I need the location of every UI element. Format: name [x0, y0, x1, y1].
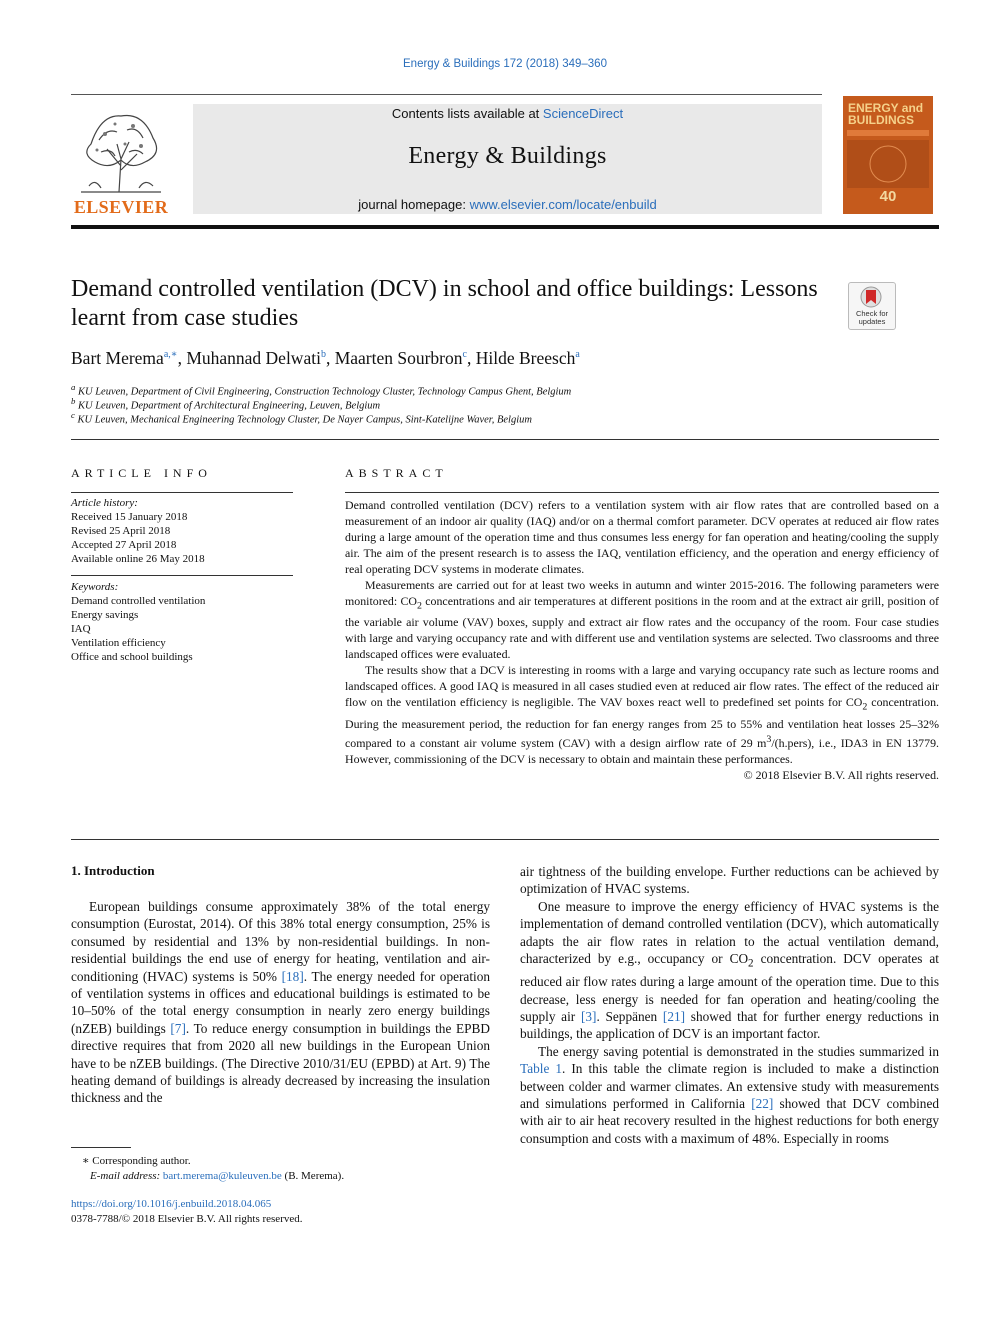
homepage-line — [193, 197, 822, 212]
body-paragraph: air tightness of the building envelope. Further reductions can be achieved by optimization of HVAC systems. — [520, 864, 939, 897]
contents-prefix: Contents lists available at — [391, 106, 543, 121]
table-link[interactable]: Table 1 — [520, 1061, 563, 1077]
reference-link[interactable]: [7] — [170, 1020, 186, 1036]
divider — [71, 575, 293, 576]
abstract-heading: ABSTRACT — [345, 466, 448, 480]
sciencedirect-link[interactable]: ScienceDirect — [542, 106, 624, 121]
history-label: Article history: — [71, 497, 138, 509]
abstract-paragraph — [345, 662, 939, 766]
abstract-body — [345, 497, 939, 783]
keyword: Office and school buildings — [71, 651, 193, 663]
text-run: showed that for further energy reductions in buildings, the application of DCV is an important factor. — [520, 1008, 940, 1042]
abstract-paragraph: Demand controlled ventilation (DCV) refers to a ventilation system with air flow rates that are controlled based on a measurement of an indoor air quality (IAQ) and/or on a thermal comfort parameter. DCV operates at reduced air flow rates during a large amount of the operation time and thus consumes less energy for fan operation and heating/cooling the supply air. The aim of the present research is to assess the IAQ, ventilation efficiency, and the operation and energy efficiency of real operating DCV systems in moderate climates. — [345, 498, 939, 576]
history-item: Accepted 27 April 2018 — [71, 539, 177, 551]
reference-link[interactable]: [21] — [662, 1008, 686, 1024]
contents-line — [193, 106, 822, 121]
keyword: IAQ — [71, 623, 91, 635]
homepage-link[interactable]: www.elsevier.com/locate/enbuild — [469, 197, 657, 212]
affiliation-text: KU Leuven, Mechanical Engineering Technology Cluster, De Nayer Campus, Sint-Katelijne Waver, Belgium — [77, 414, 532, 426]
author-separator: , — [177, 348, 187, 368]
doi-link[interactable]: https://doi.org/10.1016/j.enbuild.2018.04.065 — [71, 1198, 272, 1210]
check-for-updates-label: Check for updates — [855, 309, 889, 326]
journal-name: Energy & Buildings — [408, 143, 607, 169]
text-run: One measure to improve the energy efficiency of HVAC systems is the implementation of demand controlled ventilation (DCV), which automatically adapts the air flow rates in relation to the actual ventilation demand, characterized by e.g., occupancy or CO — [520, 898, 939, 967]
footnote-rule — [71, 1147, 131, 1148]
author-name[interactable]: Muhannad Delwati — [186, 348, 321, 368]
text-run: . To reduce energy consumption in buildings the EPBD directive requires that from 2020 all new buildings in the European Union have to be nZEB buildings. (The Directive 2010/31/EU (EPBD) at Art. 9) The heating demand of buildings is already decreased by increasing the insulation thickness and the — [71, 1020, 490, 1106]
subscript: 2 — [748, 957, 754, 970]
affiliation-mark: a — [71, 382, 76, 392]
text-run: concentration. DCV operates at reduced air flow rates during a large amount of the operation time. Due to this decrease, less energy is needed for fan operation and heating/cooling the supply air — [520, 951, 939, 1024]
text-run: Measurements are carried out for at least two weeks in autumn and winter 2015-2016. The following parameters were monitored: CO — [345, 578, 939, 608]
body-paragraph — [71, 898, 490, 1107]
author-affiliation-mark[interactable]: c — [462, 349, 467, 361]
header-rule-thick — [71, 225, 939, 229]
corresponding-author-note — [82, 1154, 191, 1167]
reference-link[interactable]: [3] — [580, 1008, 597, 1024]
history-item: Revised 25 April 2018 — [71, 525, 171, 537]
cover-badge: 40 — [879, 188, 897, 205]
reference-link[interactable]: [18] — [281, 968, 304, 984]
keyword: Demand controlled ventilation — [71, 595, 206, 607]
email-suffix: (B. Merema). — [281, 1170, 345, 1182]
keyword: Ventilation efficiency — [71, 637, 166, 649]
email-link[interactable]: bart.merema@kuleuven.be — [162, 1170, 282, 1182]
history-item: Available online 26 May 2018 — [71, 553, 205, 565]
bookmark-ribbon-icon — [860, 286, 882, 310]
email-note — [90, 1170, 344, 1182]
author-affiliation-mark[interactable]: b — [320, 349, 326, 361]
abstract-paragraph — [345, 577, 939, 662]
article-title: Demand controlled ventilation (DCV) in school and office buildings: Lessons learnt from case studies — [71, 276, 818, 331]
reference-link[interactable]: [22] — [751, 1095, 774, 1111]
subscript: 2 — [417, 600, 422, 612]
affiliation — [71, 410, 532, 426]
text-run: showed that DCV combined with air to air heat recovery resulted in the highest reductions for both energy consumption and costs with a maximum of 48%. Especially in rooms — [520, 1095, 939, 1146]
history-item: Received 15 January 2018 — [71, 511, 188, 523]
author-separator: , — [325, 348, 335, 368]
keyword: Energy savings — [71, 609, 139, 621]
author-list — [71, 348, 871, 369]
publisher-logo-text: ELSEVIER — [73, 197, 169, 217]
body-column-right — [520, 863, 939, 1147]
text-run: /(h.pers), i.e., IDA3 in EN 13779. However, commissioning of the DCV is necessary to obtain and maintain these performances. — [345, 735, 939, 766]
affiliation-mark: c — [71, 410, 75, 420]
text-run: The results show that a DCV is interesting in rooms with a large and varying occupancy rate such as lecture rooms and landscaped offices. A good IAQ is measured in all cases studied even at reduced air flow rates. The effect of the reduced air flow on the ventilation efficiency is negligible. The VAV boxes react well to predefined set points for CO — [345, 663, 939, 710]
divider — [71, 439, 939, 440]
text-run: . Seppänen — [596, 1008, 663, 1024]
subscript: 2 — [862, 701, 868, 713]
text-run: The energy saving potential is demonstrated in the studies summarized in — [538, 1043, 939, 1059]
author-affiliation-mark[interactable]: a,∗ — [163, 349, 178, 361]
text-run: concentrations and air temperatures at different positions in the room and at the extract air grill, position of the variable air volume (VAV) boxes, supply and extract air flow rates and the occupancy of the room. Four case studies with large and varying occupancy rate and with different use and ventilation systems are selected. Two classrooms and three landscaped offices were evaluated. — [345, 594, 939, 662]
text-run: . The energy needed for operation of ventilation systems in offices and educational buildings is estimated to be 10–50% of the total energy consumption in nearly zero energy buildings (nZEB) buildings — [71, 968, 491, 1036]
divider — [71, 839, 939, 840]
section-heading: 1. Introduction — [71, 863, 155, 878]
divider — [345, 492, 939, 493]
cover-title: ENERGY and BUILDINGS — [848, 101, 924, 127]
email-label: E-mail address: — [90, 1170, 161, 1182]
author-separator: , — [466, 348, 476, 368]
divider — [71, 492, 293, 493]
issn-line: 0378-7788/© 2018 Elsevier B.V. All rights reserved. — [71, 1213, 303, 1225]
keywords-label: Keywords: — [71, 581, 119, 593]
author-affiliation-mark[interactable]: a — [575, 349, 580, 361]
superscript: 3 — [766, 733, 772, 745]
text-run: European buildings consume approximately 38% of the total energy consumption (Eurostat, 2014). Of this 38% total energy consumption, 25% is consumed by residential and 13% by non-residential buildings. In non-residential buildings the end use of energy for heating, ventilation and air-conditioning (HVAC) systems is 50% — [71, 899, 490, 984]
text-run: . In this table the climate region is included to make a distinction between colder and warmer climates. An extensive study with measurements and simulations performed in California — [520, 1061, 939, 1111]
article-info-heading: ARTICLE INFO — [71, 466, 212, 480]
affiliation-text: KU Leuven, Department of Architectural Engineering, Leuven, Belgium — [78, 400, 381, 412]
text-run: concentration. During the measurement period, the reduction for fan energy ranges from 25 to 55% and ventilation heat losses 25–32% compared to a constant air volume system (CAV) with a design airflow rate of 29 m — [345, 695, 939, 750]
affiliation-text: KU Leuven, Department of Civil Engineering, Construction Technology Cluster, Technology Campus Ghent, Belgium — [78, 386, 572, 398]
author-name[interactable]: Bart Merema — [71, 348, 164, 368]
copyright: © 2018 Elsevier B.V. All rights reserved. — [743, 767, 939, 782]
affiliation-mark: b — [71, 396, 76, 406]
body-column-left — [71, 898, 490, 1107]
homepage-prefix: journal homepage: — [358, 197, 470, 212]
author-name[interactable]: Hilde Breesch — [475, 348, 576, 368]
header-rule-top — [71, 94, 822, 95]
body-paragraph — [520, 898, 939, 1043]
footnote-mark: ∗ — [82, 1155, 90, 1167]
author-name[interactable]: Maarten Sourbron — [334, 348, 463, 368]
body-paragraph — [520, 1043, 939, 1147]
footnote-text: Corresponding author. — [92, 1155, 191, 1167]
journal-citation[interactable]: Energy & Buildings 172 (2018) 349–360 — [403, 58, 607, 70]
